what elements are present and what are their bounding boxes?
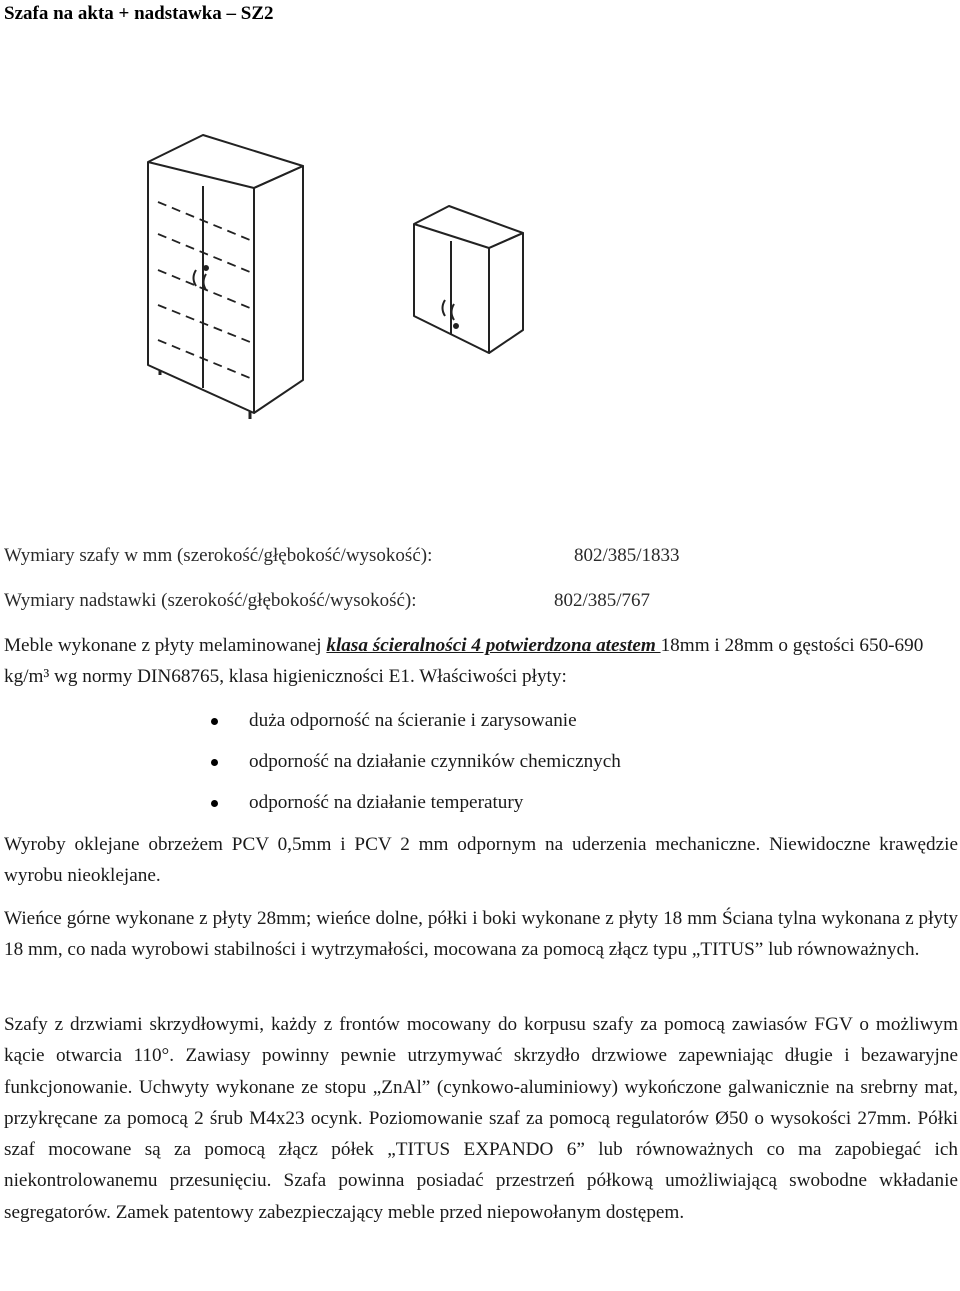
cabinet-drawing	[148, 135, 303, 419]
materials-paragraph	[4, 630, 958, 693]
product-drawing	[0, 130, 960, 430]
board-properties-list	[0, 707, 960, 830]
top-unit-drawing	[414, 206, 523, 353]
bullet-icon	[211, 718, 218, 725]
property-text: duża odporność na ścieranie i zarysowanie	[249, 710, 577, 731]
property-text: odporność na działanie czynników chemicznych	[249, 751, 621, 772]
bullet-icon	[211, 800, 218, 807]
list-item	[0, 707, 960, 748]
cabinet-dimensions-label: Wymiary szafy w mm (szerokość/głębokość/wysokość):	[4, 545, 433, 566]
bullet-icon	[211, 759, 218, 766]
construction-paragraph: Wieńce górne wykonane z płyty 28mm; wieńce dolne, półki i boki wykonane z płyty 18 mm Ściana tylna wykonana z płyty 18 mm, co nada wyrobowi stabilności i wytrzymałości, mocowana za pomocą złącz typu „TITUS” lub równoważnych.	[4, 908, 958, 961]
cabinet-dimensions-value: 802/385/1833	[574, 545, 680, 566]
page-title: Szafa na akta + nadstawka – SZ2	[4, 3, 274, 24]
edging-paragraph: Wyroby oklejane obrzeżem PCV 0,5mm i PCV 2 mm odpornym na uderzenia mechaniczne. Niewidoczne krawędzie wyrobu nieoklejane.	[4, 834, 958, 887]
materials-text-start: Meble wykonane z płyty melaminowanej	[4, 635, 327, 656]
top-unit-dimensions-value: 802/385/767	[554, 590, 651, 611]
materials-text-end: 18mm i 28mm o gęstości 650-690 kg/m³ wg normy DIN68765, klasa higieniczności E1. Właściwości płyty:	[4, 635, 924, 688]
property-text: odporność na działanie temperatury	[249, 792, 524, 813]
list-item	[0, 748, 960, 789]
materials-certification: klasa ścieralności 4 potwierdzona atestem	[326, 635, 661, 656]
list-item	[0, 789, 960, 830]
top-unit-dimensions-label: Wymiary nadstawki (szerokość/głębokość/wysokość):	[4, 590, 417, 611]
doors-paragraph: Szafy z drzwiami skrzydłowymi, każdy z frontów mocowany do korpusu szafy za pomocą zawiasów FGV o możliwym kącie otwarcia 110°. Zawiasy powinny pewnie utrzymywać skrzydło drzwiowe zapewniając długie i bezawaryjne funkcjonowanie. Uchwyty wykonane ze stopu „ZnAl” (cynkowo-aluminiowy) wykończone galwanicznie na srebrny mat, przykręcane za pomocą 2 śrub M4x23 ocynk. Poziomowanie szaf za pomocą regulatorów Ø50 o wysokości 27mm. Półki szaf mocowane są za pomocą złącz półek „TITUS EXPANDO 6” lub równoważnych co ma zapobiegać ich niekontrolowanemu przesunięciu. Szafa powinna posiadać przestrzeń półkową umożliwiającą swobodne wkładanie segregatorów. Zamek patentowy zabezpieczający meble przed niepowołanym dostępem.	[4, 1014, 958, 1223]
